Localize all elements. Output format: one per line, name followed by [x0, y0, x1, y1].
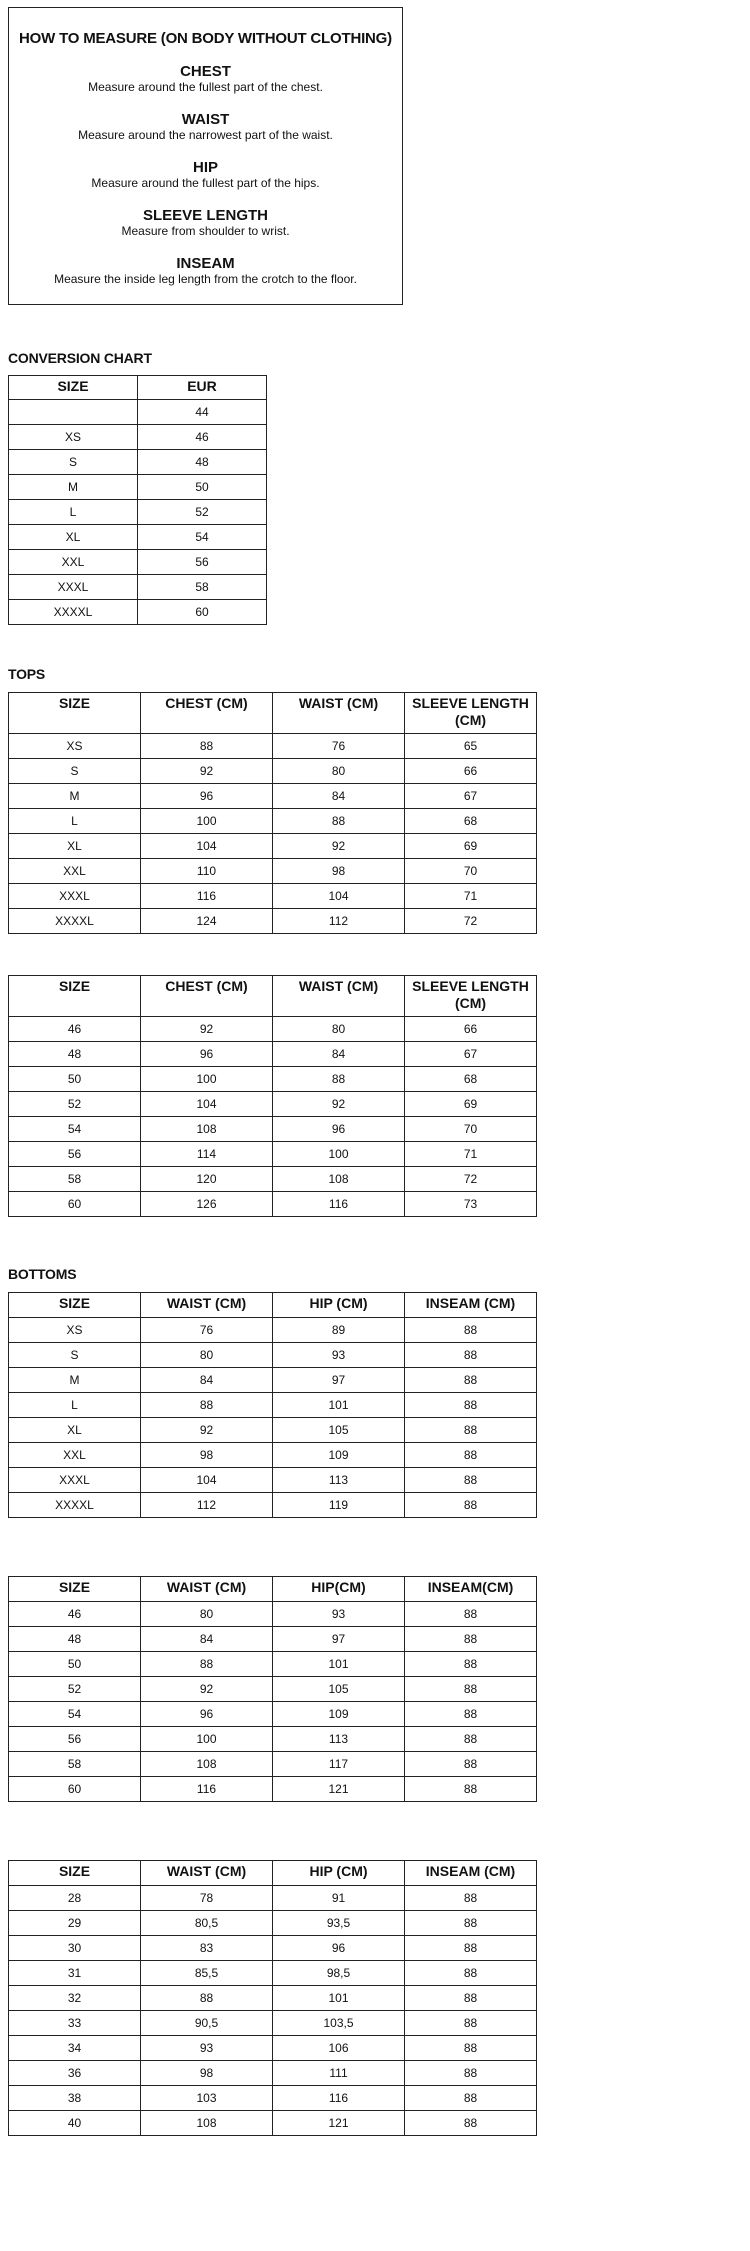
column-header: EUR	[138, 376, 267, 400]
measurement-cell: 108	[141, 2111, 273, 2136]
measurement-cell: 93	[141, 2036, 273, 2061]
table-row	[9, 1911, 537, 1936]
size-cell: S	[9, 759, 141, 784]
measurement-cell: 108	[141, 1117, 273, 1142]
table-header-row	[9, 1577, 537, 1602]
measurement-cell: 112	[273, 909, 405, 934]
measurement-cell: 88	[405, 1443, 537, 1468]
measurement-cell: 92	[141, 1418, 273, 1443]
measurement-cell: 76	[273, 734, 405, 759]
measurement-cell: 52	[138, 500, 267, 525]
size-cell: 56	[9, 1142, 141, 1167]
table-row	[9, 1017, 537, 1042]
table-row	[9, 1042, 537, 1067]
size-cell: L	[9, 809, 141, 834]
size-cell: XXXXL	[9, 1493, 141, 1518]
measurement-cell: 103	[141, 2086, 273, 2111]
measurement-cell: 121	[273, 1777, 405, 1802]
size-cell: 48	[9, 1627, 141, 1652]
measure-item-name: CHEST	[180, 63, 231, 80]
table-row	[9, 1986, 537, 2011]
measurement-cell: 111	[273, 2061, 405, 2086]
measurement-cell: 60	[138, 600, 267, 625]
table-row	[9, 2011, 537, 2036]
size-cell: XS	[9, 734, 141, 759]
size-cell: 31	[9, 1961, 141, 1986]
table-row	[9, 2061, 537, 2086]
size-cell: 38	[9, 2086, 141, 2111]
size-cell: XXL	[9, 550, 138, 575]
table-row	[9, 1727, 537, 1752]
table-header-row	[9, 976, 537, 1017]
measurement-cell: 88	[141, 734, 273, 759]
measurement-cell: 92	[141, 1677, 273, 1702]
table-row	[9, 759, 537, 784]
size-cell: 50	[9, 1067, 141, 1092]
column-header: SLEEVE LENGTH (CM)	[405, 693, 537, 734]
measurement-cell: 104	[141, 1468, 273, 1493]
size-cell: L	[9, 1393, 141, 1418]
measurement-cell: 76	[141, 1318, 273, 1343]
size-cell: 52	[9, 1677, 141, 1702]
size-cell: 46	[9, 1017, 141, 1042]
measurement-cell: 88	[405, 1318, 537, 1343]
measurement-cell: 90,5	[141, 2011, 273, 2036]
column-header: WAIST (CM)	[141, 1861, 273, 1886]
measurement-cell: 66	[405, 1017, 537, 1042]
column-header: SIZE	[9, 1293, 141, 1318]
table-row	[9, 1318, 537, 1343]
measurement-cell: 50	[138, 475, 267, 500]
size-cell: 29	[9, 1911, 141, 1936]
table-row	[9, 1443, 537, 1468]
table-header-row	[9, 693, 537, 734]
measurement-cell: 48	[138, 450, 267, 475]
measurement-cell: 88	[405, 2086, 537, 2111]
measurement-cell: 126	[141, 1192, 273, 1217]
column-header: WAIST (CM)	[273, 976, 405, 1017]
measurement-cell: 96	[273, 1936, 405, 1961]
size-cell: 48	[9, 1042, 141, 1067]
size-cell: XL	[9, 834, 141, 859]
measure-item-description: Measure around the narrowest part of the waist.	[78, 128, 333, 142]
measurement-cell: 83	[141, 1936, 273, 1961]
measure-item-description: Measure the inside leg length from the crotch to the floor.	[54, 272, 357, 286]
measure-item-description: Measure from shoulder to wrist.	[121, 224, 290, 238]
size-cell: 46	[9, 1602, 141, 1627]
table-row	[9, 1468, 537, 1493]
measurement-cell: 71	[405, 1142, 537, 1167]
measurement-cell: 93,5	[273, 1911, 405, 1936]
measurement-cell: 88	[405, 1702, 537, 1727]
table-row	[9, 859, 537, 884]
size-cell: 58	[9, 1752, 141, 1777]
measurement-cell: 54	[138, 525, 267, 550]
size-cell	[9, 400, 138, 425]
measurement-cell: 88	[141, 1986, 273, 2011]
table-row	[9, 734, 537, 759]
table-row	[9, 2036, 537, 2061]
table-row	[9, 1493, 537, 1518]
table-row	[9, 1652, 537, 1677]
measurement-cell: 88	[405, 1677, 537, 1702]
size-cell: 33	[9, 2011, 141, 2036]
measurement-cell: 72	[405, 909, 537, 934]
size-cell: XS	[9, 425, 138, 450]
column-header: CHEST (CM)	[141, 976, 273, 1017]
measurement-cell: 97	[273, 1368, 405, 1393]
table-row	[9, 425, 267, 450]
measurement-cell: 101	[273, 1652, 405, 1677]
table-row	[9, 1067, 537, 1092]
table-row	[9, 1961, 537, 1986]
measurement-cell: 88	[405, 1986, 537, 2011]
measurement-cell: 68	[405, 1067, 537, 1092]
measurement-cell: 88	[405, 1936, 537, 1961]
table-row	[9, 1886, 537, 1911]
size-cell: XXXXL	[9, 909, 141, 934]
measurement-cell: 101	[273, 1986, 405, 2011]
column-header: INSEAM(CM)	[405, 1577, 537, 1602]
table-row	[9, 600, 267, 625]
size-cell: M	[9, 475, 138, 500]
how-to-measure-box	[8, 7, 403, 305]
measurement-cell: 97	[273, 1627, 405, 1652]
measurement-cell: 66	[405, 759, 537, 784]
size-cell: 34	[9, 2036, 141, 2061]
tops-title: TOPS	[8, 666, 46, 682]
measurement-cell: 88	[405, 1777, 537, 1802]
measurement-cell: 84	[141, 1627, 273, 1652]
table-row	[9, 1192, 537, 1217]
measurement-cell: 101	[273, 1393, 405, 1418]
size-cell: S	[9, 450, 138, 475]
measure-item-description: Measure around the fullest part of the chest.	[88, 80, 323, 94]
column-header: CHEST (CM)	[141, 693, 273, 734]
measurement-cell: 88	[405, 1493, 537, 1518]
measure-item-sleeve-length	[9, 207, 402, 239]
bottoms-title: BOTTOMS	[8, 1266, 77, 1282]
size-cell: XXL	[9, 859, 141, 884]
size-cell: XXXXL	[9, 600, 138, 625]
size-cell: 50	[9, 1652, 141, 1677]
bottoms-alpha-size-table	[8, 1292, 537, 1518]
measurement-cell: 106	[273, 2036, 405, 2061]
measurement-cell: 88	[405, 1343, 537, 1368]
measurement-cell: 88	[405, 1627, 537, 1652]
measurement-cell: 88	[405, 1652, 537, 1677]
measure-item-description: Measure around the fullest part of the hips.	[91, 176, 320, 190]
measurement-cell: 116	[273, 1192, 405, 1217]
measurement-cell: 100	[141, 809, 273, 834]
measurement-cell: 124	[141, 909, 273, 934]
measurement-cell: 88	[405, 2036, 537, 2061]
measurement-cell: 110	[141, 859, 273, 884]
measurement-cell: 98	[141, 1443, 273, 1468]
column-header: SIZE	[9, 976, 141, 1017]
measure-item-name: WAIST	[181, 111, 230, 128]
measurement-cell: 114	[141, 1142, 273, 1167]
measurement-cell: 93	[273, 1343, 405, 1368]
measurement-cell: 119	[273, 1493, 405, 1518]
measurement-cell: 88	[141, 1393, 273, 1418]
table-row	[9, 1627, 537, 1652]
size-cell: M	[9, 784, 141, 809]
measurement-cell: 109	[273, 1702, 405, 1727]
measurement-cell: 88	[405, 1886, 537, 1911]
measurement-cell: 80	[141, 1602, 273, 1627]
table-row	[9, 575, 267, 600]
size-cell: XXXL	[9, 575, 138, 600]
measurement-cell: 120	[141, 1167, 273, 1192]
measurement-cell: 109	[273, 1443, 405, 1468]
measure-item-name: SLEEVE LENGTH	[142, 207, 269, 224]
column-header: SLEEVE LENGTH (CM)	[405, 976, 537, 1017]
size-cell: XL	[9, 1418, 141, 1443]
table-row	[9, 834, 537, 859]
measurement-cell: 103,5	[273, 2011, 405, 2036]
table-row	[9, 1602, 537, 1627]
measurement-cell: 84	[141, 1368, 273, 1393]
measurement-cell: 88	[405, 1418, 537, 1443]
measurement-cell: 96	[273, 1117, 405, 1142]
measurement-cell: 58	[138, 575, 267, 600]
measurement-cell: 84	[273, 784, 405, 809]
column-header: HIP(CM)	[273, 1577, 405, 1602]
measurement-cell: 96	[141, 1042, 273, 1067]
measurement-cell: 91	[273, 1886, 405, 1911]
table-row	[9, 1418, 537, 1443]
measurement-cell: 70	[405, 859, 537, 884]
measurement-cell: 92	[141, 1017, 273, 1042]
column-header: INSEAM (CM)	[405, 1861, 537, 1886]
measure-item-hip	[9, 159, 402, 191]
table-row	[9, 450, 267, 475]
table-row	[9, 500, 267, 525]
table-row	[9, 1702, 537, 1727]
column-header: HIP (CM)	[273, 1293, 405, 1318]
measurement-cell: 67	[405, 784, 537, 809]
measurement-cell: 69	[405, 1092, 537, 1117]
size-cell: 60	[9, 1192, 141, 1217]
measurement-cell: 88	[405, 1727, 537, 1752]
measurement-cell: 88	[405, 1602, 537, 1627]
size-cell: 54	[9, 1702, 141, 1727]
table-header-row	[9, 1293, 537, 1318]
measurement-cell: 46	[138, 425, 267, 450]
measurement-cell: 104	[141, 1092, 273, 1117]
size-cell: 30	[9, 1936, 141, 1961]
measure-item-waist	[9, 111, 402, 143]
table-row	[9, 1677, 537, 1702]
measurement-cell: 78	[141, 1886, 273, 1911]
measurement-cell: 69	[405, 834, 537, 859]
size-cell: 52	[9, 1092, 141, 1117]
measurement-cell: 88	[405, 2111, 537, 2136]
measure-item-name: INSEAM	[176, 255, 235, 272]
measurement-cell: 92	[141, 759, 273, 784]
measurement-cell: 72	[405, 1167, 537, 1192]
measurement-cell: 117	[273, 1752, 405, 1777]
measurement-cell: 100	[141, 1067, 273, 1092]
measurement-cell: 104	[141, 834, 273, 859]
measurement-cell: 100	[273, 1142, 405, 1167]
measurement-cell: 88	[273, 809, 405, 834]
measurement-cell: 96	[141, 784, 273, 809]
measurement-cell: 85,5	[141, 1961, 273, 1986]
measurement-cell: 65	[405, 734, 537, 759]
table-row	[9, 809, 537, 834]
size-cell: L	[9, 500, 138, 525]
bottoms-waist-size-table	[8, 1860, 537, 2136]
measurement-cell: 80	[141, 1343, 273, 1368]
measurement-cell: 116	[141, 1777, 273, 1802]
size-cell: XS	[9, 1318, 141, 1343]
tops-numeric-size-table	[8, 975, 537, 1217]
size-cell: XXXL	[9, 884, 141, 909]
how-to-measure-title: HOW TO MEASURE (ON BODY WITHOUT CLOTHING)	[19, 30, 392, 47]
measure-item-chest	[9, 63, 402, 95]
column-header: WAIST (CM)	[141, 1577, 273, 1602]
column-header: SIZE	[9, 1577, 141, 1602]
table-row	[9, 1343, 537, 1368]
table-row	[9, 1142, 537, 1167]
measurement-cell: 116	[273, 2086, 405, 2111]
measurement-cell: 56	[138, 550, 267, 575]
measurement-cell: 98,5	[273, 1961, 405, 1986]
measurement-cell: 88	[405, 1911, 537, 1936]
size-cell: S	[9, 1343, 141, 1368]
size-cell: 40	[9, 2111, 141, 2136]
measurement-cell: 71	[405, 884, 537, 909]
measurement-cell: 92	[273, 1092, 405, 1117]
measure-item-name: HIP	[192, 159, 218, 176]
measurement-cell: 80,5	[141, 1911, 273, 1936]
measurement-cell: 113	[273, 1727, 405, 1752]
measurement-cell: 88	[405, 1468, 537, 1493]
table-row	[9, 1752, 537, 1777]
size-cell: 36	[9, 2061, 141, 2086]
measurement-cell: 88	[405, 1393, 537, 1418]
measurement-cell: 88	[405, 1961, 537, 1986]
measurement-cell: 88	[405, 2061, 537, 2086]
measurement-cell: 88	[405, 1368, 537, 1393]
table-row	[9, 1167, 537, 1192]
table-row	[9, 550, 267, 575]
table-row	[9, 1777, 537, 1802]
measurement-cell: 88	[405, 1752, 537, 1777]
conversion-chart-title: CONVERSION CHART	[8, 350, 152, 366]
measurement-cell: 105	[273, 1418, 405, 1443]
measure-item-inseam	[9, 255, 402, 287]
measurement-cell: 105	[273, 1677, 405, 1702]
size-cell: XXL	[9, 1443, 141, 1468]
table-header-row	[9, 376, 267, 400]
measurement-cell: 73	[405, 1192, 537, 1217]
size-cell: 28	[9, 1886, 141, 1911]
column-header: SIZE	[9, 1861, 141, 1886]
column-header: SIZE	[9, 693, 141, 734]
size-cell: XL	[9, 525, 138, 550]
table-row	[9, 909, 537, 934]
table-row	[9, 2111, 537, 2136]
measurement-cell: 113	[273, 1468, 405, 1493]
size-cell: 58	[9, 1167, 141, 1192]
table-row	[9, 2086, 537, 2111]
column-header: WAIST (CM)	[273, 693, 405, 734]
measurement-cell: 96	[141, 1702, 273, 1727]
measurement-cell: 112	[141, 1493, 273, 1518]
measurement-cell: 89	[273, 1318, 405, 1343]
table-header-row	[9, 1861, 537, 1886]
measurement-cell: 108	[141, 1752, 273, 1777]
table-row	[9, 1936, 537, 1961]
measurement-cell: 88	[273, 1067, 405, 1092]
size-cell: 56	[9, 1727, 141, 1752]
table-row	[9, 1117, 537, 1142]
measurement-cell: 67	[405, 1042, 537, 1067]
column-header: WAIST (CM)	[141, 1293, 273, 1318]
conversion-table	[8, 375, 267, 625]
table-row	[9, 400, 267, 425]
measurement-cell: 80	[273, 1017, 405, 1042]
measurement-cell: 88	[141, 1652, 273, 1677]
size-cell: 60	[9, 1777, 141, 1802]
table-row	[9, 884, 537, 909]
size-cell: 54	[9, 1117, 141, 1142]
size-cell: 32	[9, 1986, 141, 2011]
measurement-cell: 98	[273, 859, 405, 884]
table-row	[9, 1092, 537, 1117]
column-header: HIP (CM)	[273, 1861, 405, 1886]
measurement-cell: 98	[141, 2061, 273, 2086]
size-cell: XXXL	[9, 1468, 141, 1493]
measurement-cell: 80	[273, 759, 405, 784]
measurement-cell: 68	[405, 809, 537, 834]
table-row	[9, 784, 537, 809]
column-header: SIZE	[9, 376, 138, 400]
measurement-cell: 70	[405, 1117, 537, 1142]
measurement-cell: 121	[273, 2111, 405, 2136]
table-row	[9, 1368, 537, 1393]
measurement-cell: 93	[273, 1602, 405, 1627]
table-row	[9, 475, 267, 500]
column-header: INSEAM (CM)	[405, 1293, 537, 1318]
bottoms-numeric-size-table	[8, 1576, 537, 1802]
measurement-cell: 104	[273, 884, 405, 909]
measurement-cell: 116	[141, 884, 273, 909]
table-row	[9, 525, 267, 550]
measurement-cell: 108	[273, 1167, 405, 1192]
measurement-cell: 88	[405, 2011, 537, 2036]
table-row	[9, 1393, 537, 1418]
measurement-cell: 84	[273, 1042, 405, 1067]
size-cell: M	[9, 1368, 141, 1393]
measurement-cell: 44	[138, 400, 267, 425]
measurement-cell: 100	[141, 1727, 273, 1752]
measurement-cell: 92	[273, 834, 405, 859]
tops-alpha-size-table	[8, 692, 537, 934]
